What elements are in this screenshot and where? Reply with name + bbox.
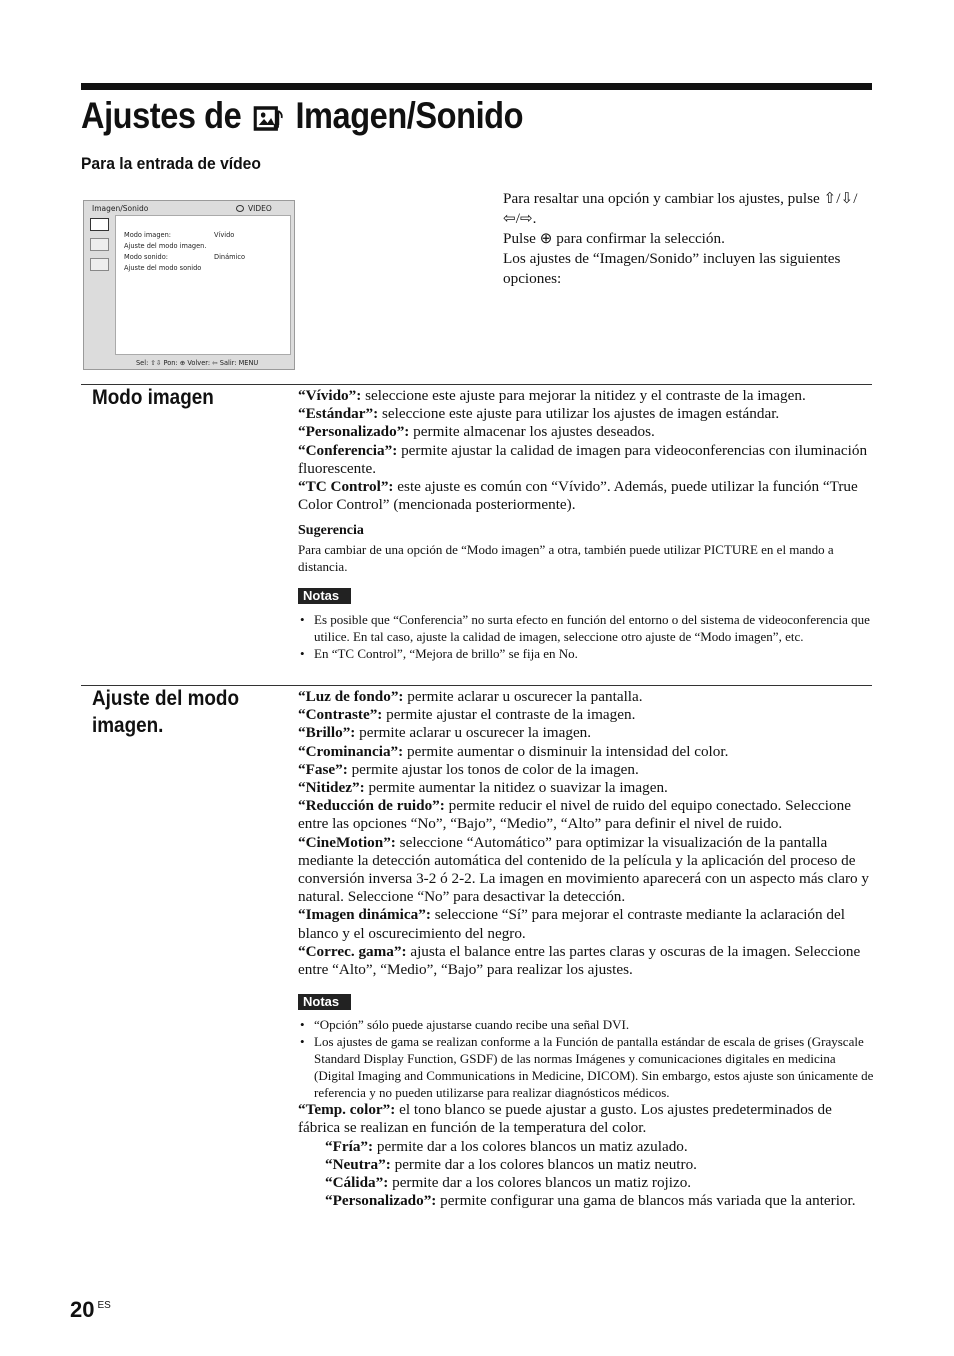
page-title (81, 92, 523, 140)
option-key: “Neutra”: (325, 1155, 391, 1173)
screen-row (124, 264, 201, 272)
input-icon (236, 205, 244, 212)
option-key: “TC Control”: (298, 478, 394, 496)
option-item (298, 387, 874, 405)
title-suffix: Imagen/Sonido (295, 95, 524, 136)
screen-title: Imagen/Sonido (92, 204, 149, 213)
intro-p2: Pulse ⊕ para confirmar la selección. (503, 230, 725, 247)
intro-p3: Los ajustes de “Imagen/Sonido” incluyen las siguientes opciones: (503, 250, 841, 287)
option-key: “Personalizado”: (298, 423, 410, 441)
option-text: seleccione este ajuste para utilizar los ajustes de imagen estándar. (378, 405, 780, 423)
sub-option-item (298, 1192, 874, 1210)
ajuste-body (298, 688, 874, 1210)
notes-badge: Notas (298, 588, 351, 604)
option-item (298, 943, 874, 979)
option-key: “Estándar”: (298, 405, 379, 423)
option-text: permite dar a los colores blancos un matiz azulado. (373, 1137, 688, 1155)
screen-row-value: Dinámico (214, 253, 246, 261)
option-text: permite ajustar la calidad de imagen para videoconferencias con iluminación fluorescente. (298, 441, 868, 477)
option-text: permite aclarar u oscurecer la pantalla. (403, 688, 643, 705)
option-key: “Imagen dinámica”: (298, 906, 431, 924)
modo-imagen-heading: Modo imagen (92, 386, 214, 409)
picture-tab-icon (90, 218, 109, 231)
notes-list (298, 1016, 874, 1101)
option-key: “Fase”: (298, 760, 348, 778)
notes-list (298, 611, 874, 662)
page-number-value: 20 (70, 1297, 95, 1322)
option-text: permite ajustar el contraste de la imagen. (382, 706, 636, 724)
note-item: • Es posible que “Conferencia” no surta efecto en función del entorno o del sistema de videoconferencia que utilice. En tal caso, ajuste la calidad de imagen, seleccione otro ajuste de “Modo imagen”, etc. (298, 611, 874, 645)
option-item (298, 706, 874, 724)
option-text: seleccione este ajuste para mejorar la nitidez y el contraste de la imagen. (361, 387, 806, 404)
option-key: “Conferencia”: (298, 441, 398, 459)
screen-row (124, 242, 206, 250)
option-key: “Fría”: (325, 1137, 374, 1155)
option-item (298, 724, 874, 742)
option-key: “Crominancia”: (298, 742, 404, 760)
option-item (298, 743, 874, 761)
option-key: “Reducción de ruido”: (298, 797, 445, 815)
option-text: permite aclarar u oscurecer la imagen. (355, 724, 592, 742)
menu-screenshot (83, 200, 295, 370)
note-item: • En “TC Control”, “Mejora de brillo” se fija en No. (298, 645, 874, 662)
title-prefix: Ajustes de (81, 95, 242, 136)
option-item (298, 405, 874, 423)
option-text: permite aumentar o disminuir la intensidad del color. (403, 742, 729, 760)
option-text: permite almacenar los ajustes deseados. (409, 423, 655, 441)
option-key: “Brillo”: (298, 724, 356, 742)
option-text: permite ajustar los tonos de color de la imagen. (347, 760, 639, 778)
screen-footer: Sel: ⇧⇩ Pon: ⊕ Volver: ⇦ Salir: MENU (136, 359, 259, 367)
option-key: “Cálida”: (325, 1174, 389, 1192)
screen-panel (115, 215, 291, 355)
screen-row (124, 253, 246, 261)
option-key: “Luz de fondo”: (298, 688, 404, 705)
option-text: seleccione “Sí” para mejorar el contraste mediante la aclaración del blanco y el oscurecimiento del negro. (298, 906, 845, 942)
option-text: permite dar a los colores blancos un matiz rojizo. (388, 1174, 692, 1192)
screen-input-label: VIDEO (248, 204, 272, 213)
option-key: “Correc. gama”: (298, 942, 407, 960)
section-subheading: Para la entrada de vídeo (81, 154, 261, 173)
option-item (298, 834, 874, 907)
option-item (298, 761, 874, 779)
option-text: permite aumentar la nitidez o suavizar la imagen. (364, 779, 668, 797)
screen-row-label: Modo sonido: (124, 253, 168, 261)
option-key: “Nitidez”: (298, 779, 365, 797)
screen-row (124, 231, 235, 239)
option-text: permite reducir el nivel de ruido del equipo conectado. Seleccione entre las opciones “No”, “Bajo”, “Medio”, “Alto” para definir el nivel de ruido. (298, 797, 851, 833)
screen-row-label: Ajuste del modo imagen. (124, 242, 207, 250)
screen-row-label: Ajuste del modo sonido (124, 264, 202, 272)
intro-p1: Para resaltar una opción y cambiar los ajustes, pulse ⇧/⇩/⇦/⇨. (503, 190, 858, 227)
title-rule (81, 83, 872, 90)
notes-badge: Notas (298, 994, 351, 1010)
option-key: “Contraste”: (298, 706, 383, 724)
sub-option-item (298, 1156, 874, 1174)
option-key: “Personalizado”: (325, 1192, 437, 1210)
option-item (298, 478, 874, 514)
option-item (298, 442, 874, 478)
page-number (70, 1297, 111, 1323)
option-item (298, 688, 874, 706)
intro-text (503, 189, 873, 289)
option-text: permite configurar una gama de blancos más variada que la anterior. (436, 1192, 856, 1210)
option-key: “Vívido”: (298, 387, 362, 404)
screen-row-label: Modo imagen: (124, 231, 171, 239)
temp-suboptions (298, 1138, 874, 1211)
picture-sound-icon (253, 105, 283, 133)
screen-sidebar (88, 216, 111, 278)
note-item: • “Opción” sólo puede ajustarse cuando recibe una señal DVI. (298, 1016, 874, 1033)
option-text: el tono blanco se puede ajustar a gusto. Los ajustes predeterminados de fábrica se realizan en función de la temperatura del color. (298, 1101, 832, 1137)
options-tab-icon (90, 258, 109, 271)
page-lang: ES (97, 1300, 111, 1311)
option-text: permite dar a los colores blancos un matiz neutro. (390, 1155, 697, 1173)
option-key: “CineMotion”: (298, 833, 396, 851)
option-item (298, 423, 874, 441)
setup-tab-icon (90, 238, 109, 251)
modo-imagen-body (298, 387, 874, 662)
option-key: “Temp. color”: (298, 1101, 396, 1119)
note-item: • Los ajustes de gama se realizan conforme a la Función de pantalla estándar de escala de grises (Grayscale Standard Display Function, GSDF) de las normas Imágenes y comunicaciones digitales en medicina (Digital Imaging and Communications in Medicine, DICOM). Sin embargo, estos ajuste son únicamente de referencia y no pueden utilizarse para realizar diagnósticos médicos. (298, 1033, 874, 1101)
option-text: ajusta el balance entre las partes claras y oscuras de la imagen. Seleccione entre “Alto”, “Medio”, “Bajo” para realizar los ajustes. (298, 942, 861, 979)
option-text: este ajuste es común con “Vívido”. Además, puede utilizar la función “True Color Control” (mencionada posteriormente). (298, 478, 858, 514)
tip-text: Para cambiar de una opción de “Modo imagen” a otra, también puede utilizar PICTURE en el mando a distancia. (298, 541, 834, 574)
option-item (298, 797, 874, 833)
tip-heading: Sugerencia (298, 523, 364, 539)
option-item (298, 906, 874, 942)
option-text: seleccione “Automático” para optimizar la visualización de la pantalla mediante la detección automática del contenido de la película y la aplicación del proceso de conversión inversa 3-2 ó 2-2. La imagen en movimiento aparecerá con un aspecto más claro y natural. Seleccione “No” para desactivar la detección. (298, 833, 870, 906)
screen-row-value: Vívido (214, 231, 235, 239)
sub-option-item (298, 1174, 874, 1192)
ajuste-heading: Ajuste del modo imagen. (92, 687, 240, 737)
option-item (298, 1101, 874, 1137)
option-item (298, 779, 874, 797)
sub-option-item (298, 1138, 874, 1156)
screen-input (236, 204, 272, 213)
